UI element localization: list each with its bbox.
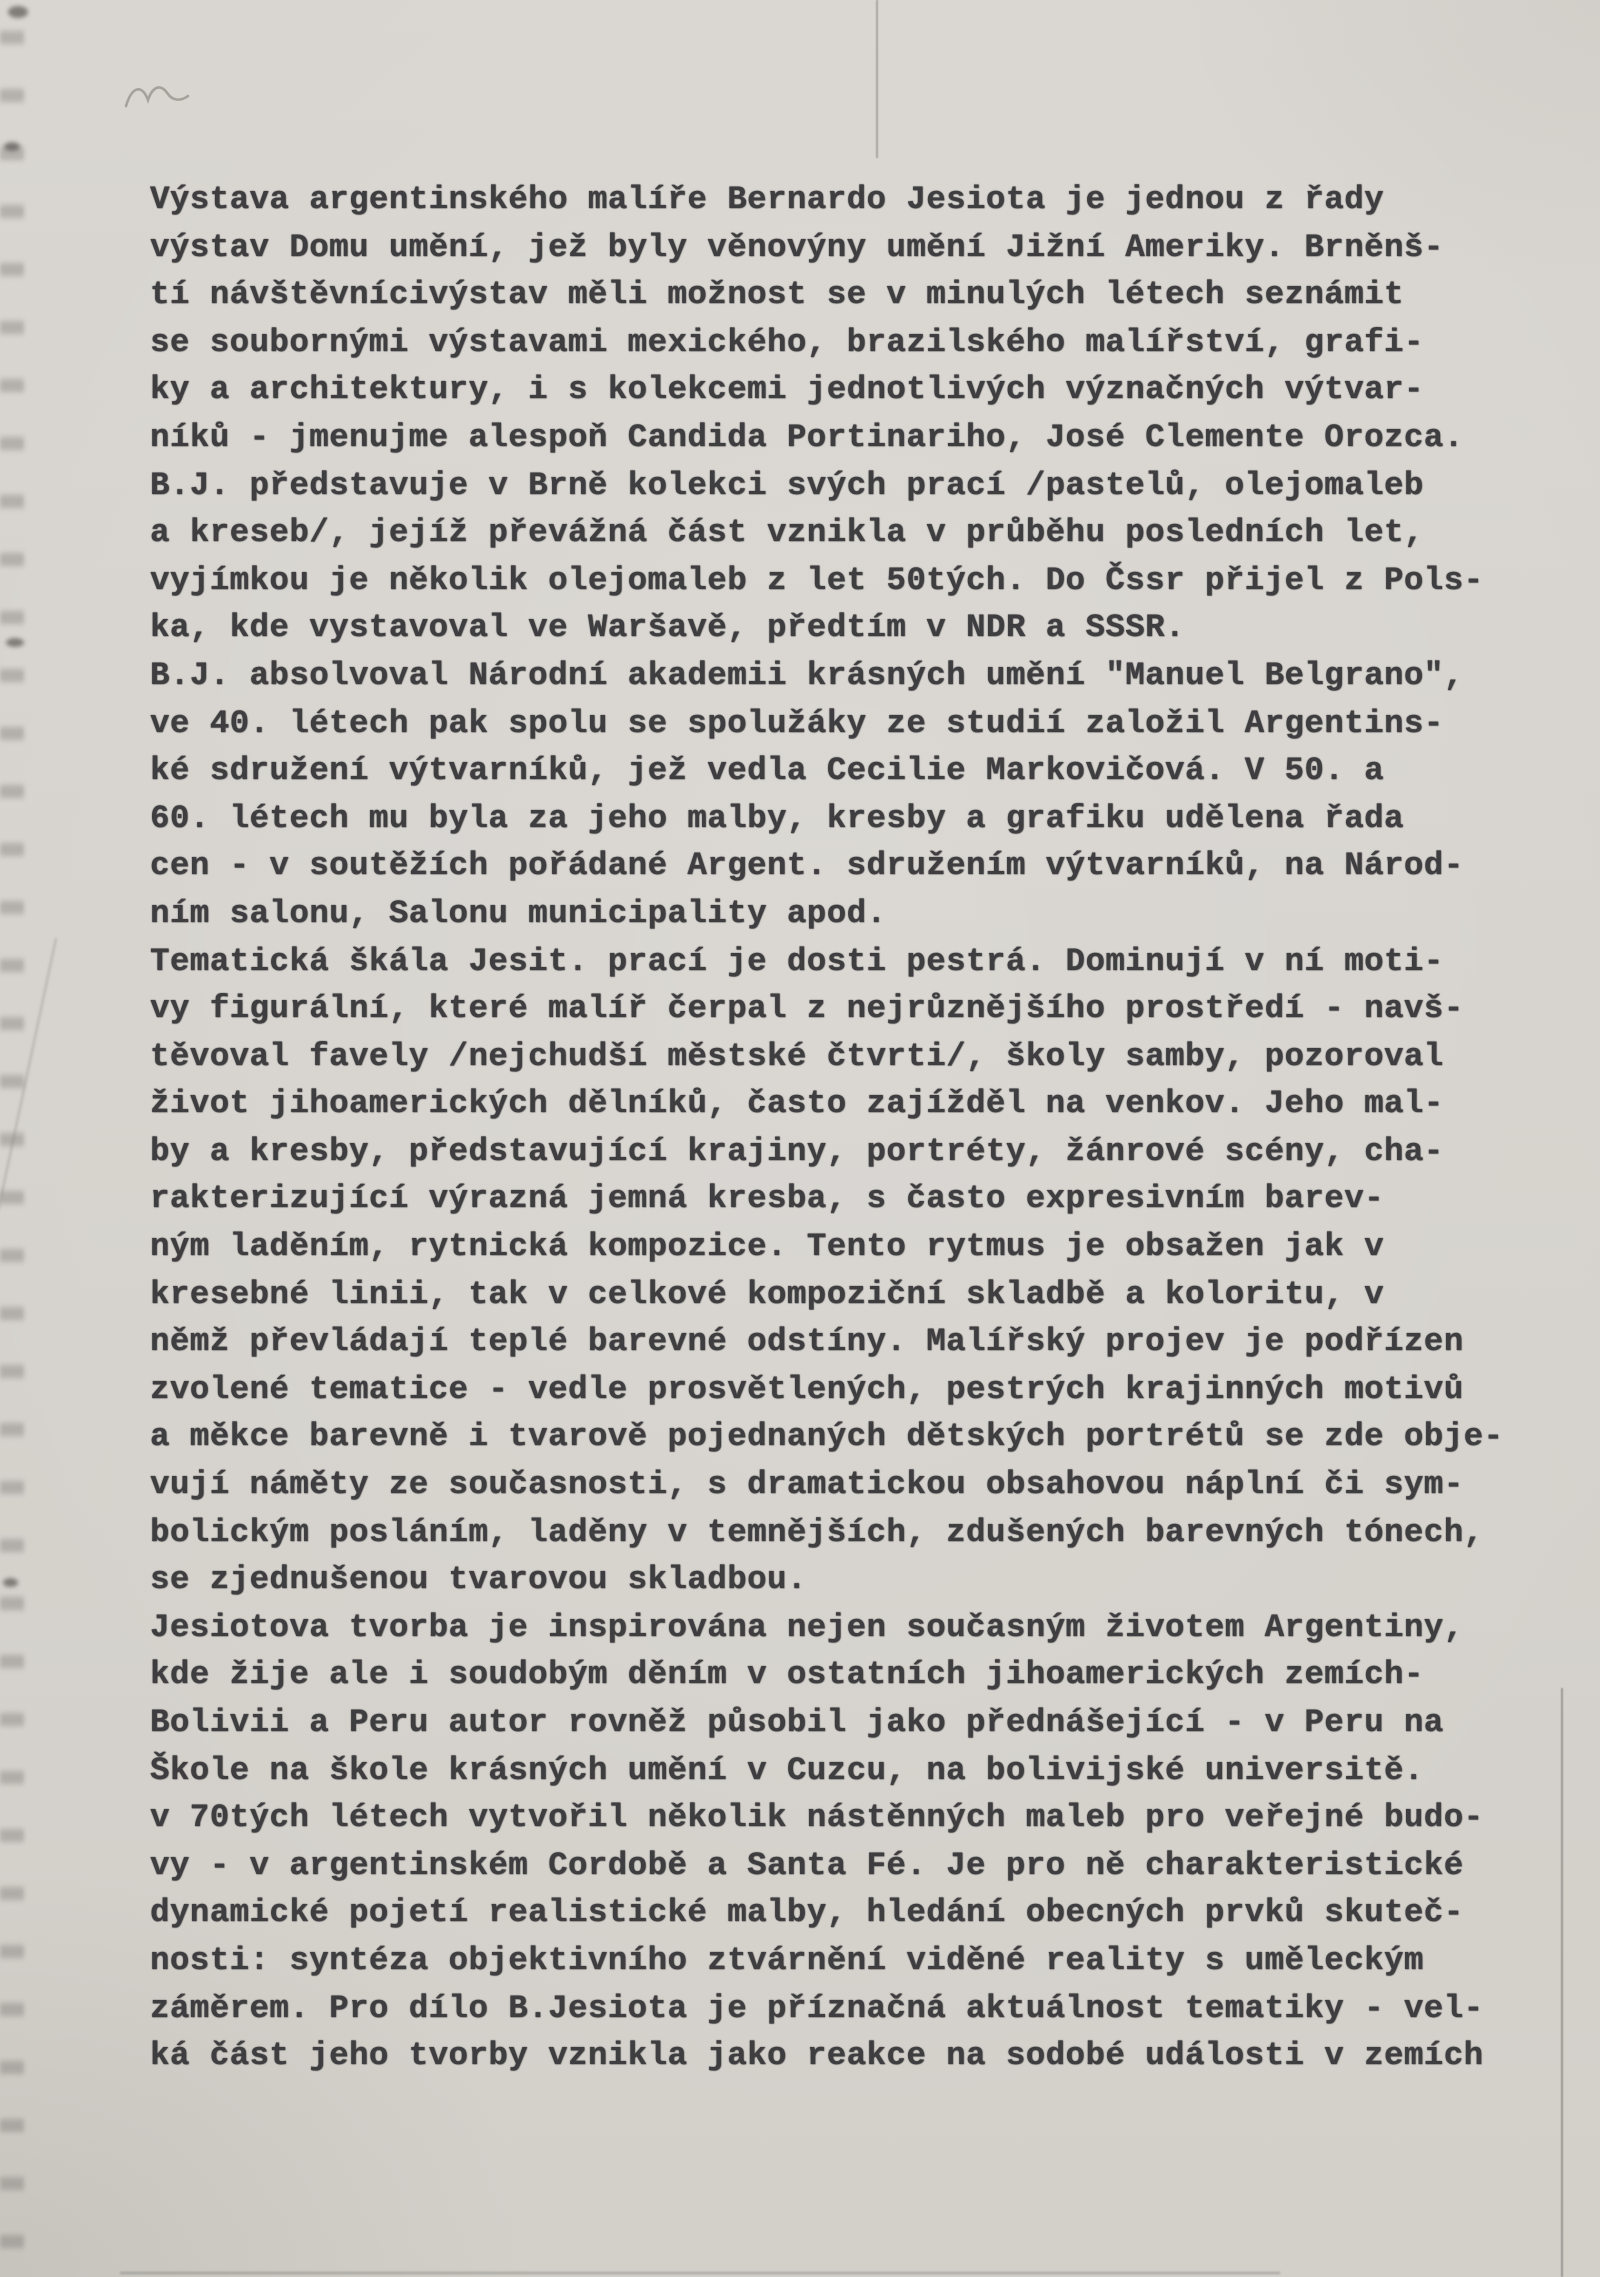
typed-line: kde žije ale i soudobým děním v ostatních jihoamerických zemích- <box>150 1656 1424 1694</box>
typed-line: zvolené tematice - vedle prosvětlených, pestrých krajinných motivů <box>150 1370 1464 1408</box>
scan-artifact-blob <box>3 1578 18 1587</box>
typed-line: B.J. představuje v Brně kolekci svých prací /pastelů, olejomaleb <box>150 466 1424 504</box>
typed-line: ky a architektury, i s kolekcemi jednotlivých význačných výtvar- <box>150 371 1424 409</box>
typed-line: tí návštěvnícivýstav měli možnost se v minulých létech seznámit <box>150 276 1404 314</box>
typed-line: Výstava argentinského malíře Bernardo Jesiota je jednou z řady <box>150 181 1384 218</box>
scan-artifact-crease-top <box>876 0 878 158</box>
scan-artifact-blob <box>6 638 24 647</box>
scan-artifact-bottom-edge <box>120 2272 1280 2274</box>
typed-line: ka, kde vystavoval ve Waršavě, předtím v NDR a SSSR. <box>150 609 1185 647</box>
typed-line: v 70tých létech vytvořil několik nástěnných maleb pro veřejné budo- <box>150 1799 1484 1837</box>
typed-line: cen - v soutěžích pořádané Argent. sdružením výtvarníků, na Národ- <box>150 847 1464 885</box>
typed-line: ve 40. létech pak spolu se spolužáky ze studií založil Argentins- <box>150 704 1444 742</box>
typed-line: se soubornými výstavami mexického, brazilského malířství, grafi- <box>150 323 1424 361</box>
typed-line: Jesiotova tvorba je inspirována nejen současným životem Argentiny, <box>150 1608 1464 1646</box>
typed-line: život jihoamerických dělníků, často zajížděl na venkov. Jeho mal- <box>150 1085 1444 1123</box>
typed-text-block <box>150 176 1550 2080</box>
typed-line: by a kresby, představující krajiny, portréty, žánrové scény, cha- <box>150 1132 1444 1170</box>
typed-line: nosti: syntéza objektivního ztvárnění viděné reality s uměleckým <box>150 1941 1424 1979</box>
handwritten-mark <box>122 78 212 118</box>
typed-line: Bolivii a Peru autor rovněž působil jako přednášející - v Peru na <box>150 1704 1444 1741</box>
typed-line: a kreseb/, jejíž převážná část vznikla v průběhu posledních let, <box>150 514 1424 552</box>
typed-line: ké sdružení výtvarníků, jež vedla Cecilie Markovičová. V 50. a <box>150 752 1384 790</box>
typed-line: 60. létech mu byla za jeho malby, kresby a grafiku udělena řada <box>150 799 1404 837</box>
scan-artifact-right-edge <box>1561 1688 1563 2277</box>
scan-artifact-blob <box>4 142 20 151</box>
typed-line: ním salonu, Salonu municipality apod. <box>150 894 887 932</box>
typed-line: níků - jmenujme alespoň Candida Portinariho, José Clemente Orozca. <box>150 418 1464 456</box>
typed-line: rakterizující výrazná jemná kresba, s často expresivním barev- <box>150 1180 1384 1218</box>
scan-artifact-blob <box>8 6 28 18</box>
typed-line: B.J. absolvoval Národní akademii krásných umění "Manuel Belgrano", <box>150 656 1464 694</box>
typed-line: bolickým posláním, laděny v temnějších, zdušených barevných tónech, <box>150 1513 1484 1551</box>
typed-line: němž převládají teplé barevné odstíny. Malířský projev je podřízen <box>150 1323 1464 1361</box>
typed-line: dynamické pojetí realistické malby, hledání obecných prvků skuteč- <box>150 1894 1464 1932</box>
typed-line: vy figurální, které malíř čerpal z nejrůznějšího prostředí - navš- <box>150 990 1464 1028</box>
typed-line: záměrem. Pro dílo B.Jesiota je příznačná aktuálnost tematiky - vel- <box>150 1989 1484 2027</box>
typed-line: se zjednušenou tvarovou skladbou. <box>150 1561 807 1599</box>
typed-line: Škole na škole krásných umění v Cuzcu, na bolivijské universitě. <box>150 1751 1424 1789</box>
typed-line: a měkce barevně i tvarově pojednaných dětských portrétů se zde obje- <box>150 1418 1504 1456</box>
typed-line: ká část jeho tvorby vznikla jako reakce na sodobé události v zemích <box>150 2037 1484 2075</box>
typed-line: Tematická škála Jesit. prací je dosti pestrá. Dominují v ní moti- <box>150 942 1444 980</box>
typed-line: vy - v argentinském Cordobě a Santa Fé. Je pro ně charakteristické <box>150 1846 1464 1884</box>
typed-line: vyjímkou je několik olejomaleb z let 50tých. Do Čssr přijel z Pols- <box>150 561 1484 599</box>
typed-line: kresebné linii, tak v celkové kompoziční skladbě a koloritu, v <box>150 1275 1384 1313</box>
typed-line: ným laděním, rytnická kompozice. Tento rytmus je obsažen jak v <box>150 1228 1384 1266</box>
typed-line: výstav Domu umění, jež byly věnovýny umění Jižní Ameriky. Brněnš- <box>150 228 1444 266</box>
typed-line: vují náměty ze současnosti, s dramatickou obsahovou náplní či sym- <box>150 1466 1464 1504</box>
typed-line: těvoval favely /nejchudší městské čtvrti/, školy samby, pozoroval <box>150 1037 1444 1075</box>
